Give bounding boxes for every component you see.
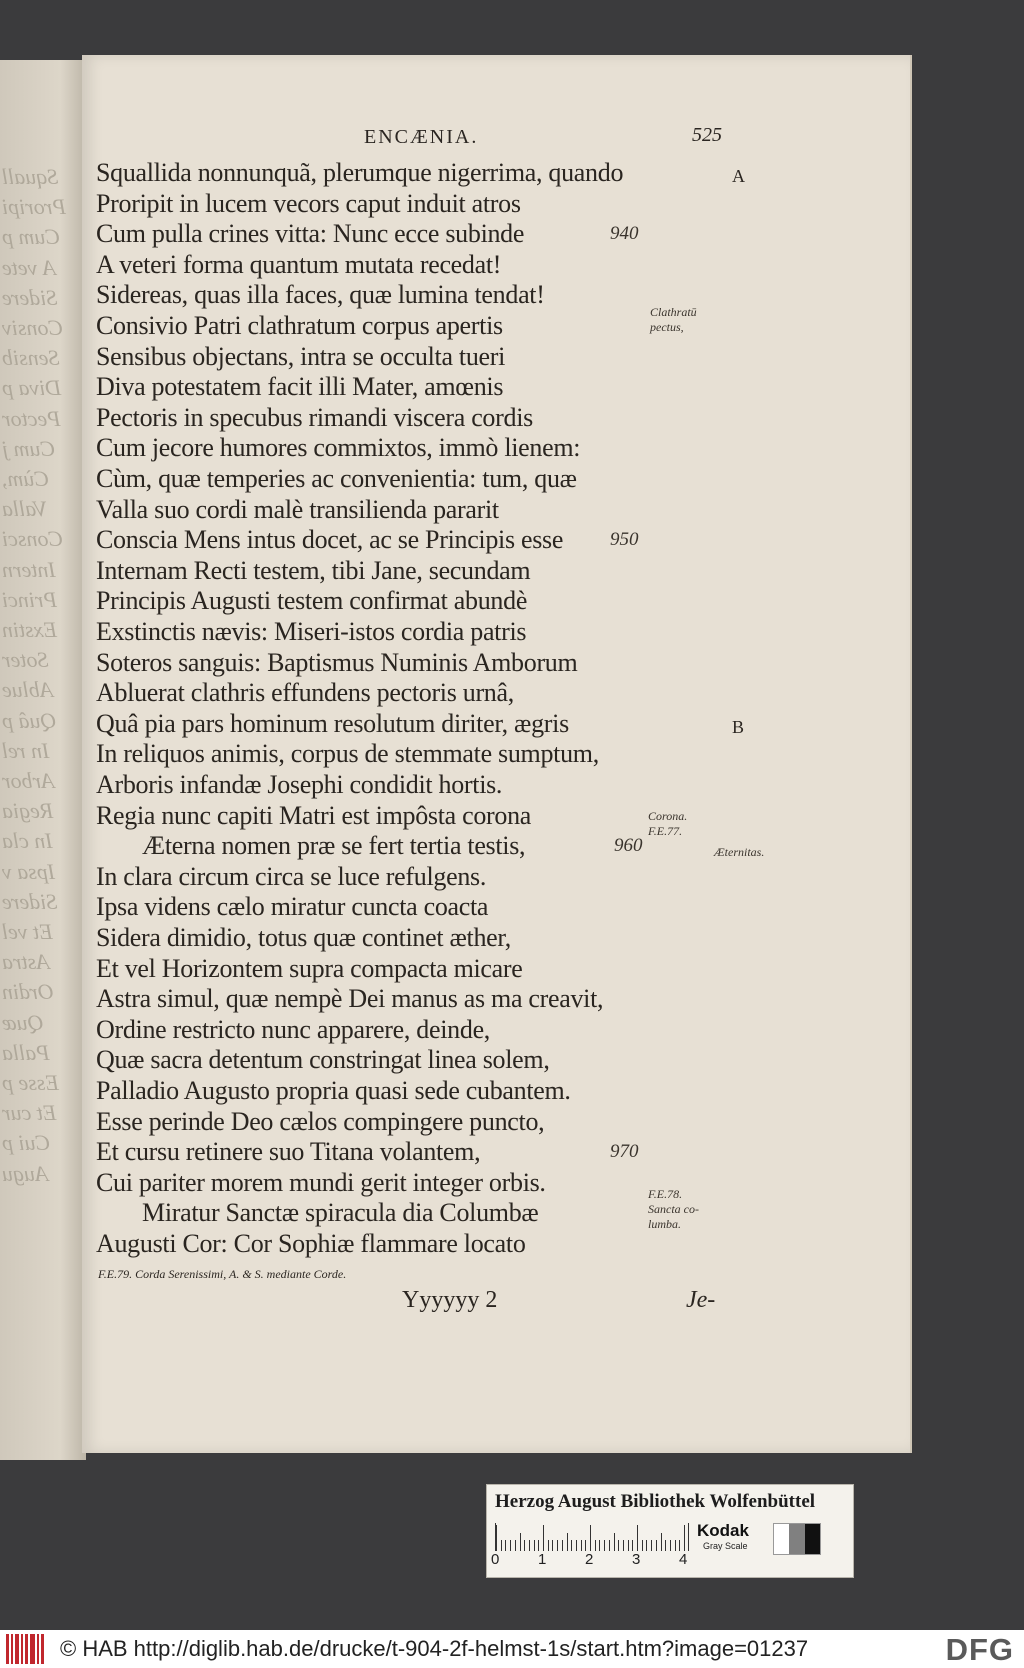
barcode-bar — [30, 1634, 35, 1664]
verse-line: Proripit in lucem vecors caput induit atros — [96, 188, 521, 218]
ruler-tick — [510, 1540, 511, 1551]
verse-line: In clara circum circa se luce refulgens. — [96, 861, 487, 891]
verse-line: Abluerat clathris effundens pectoris urnâ, — [96, 678, 514, 708]
bleed-through-text: Astra — [2, 949, 50, 975]
page-number: 525 — [692, 124, 722, 146]
ruler-tick — [576, 1540, 577, 1551]
verse-line: In reliquos animis, corpus de stemmate sumptum, — [96, 739, 599, 769]
copyright-url[interactable]: © HAB http://diglib.hab.de/drucke/t-904-2f-helmst-1s/start.htm?image=01237 — [60, 1636, 809, 1661]
ruler-tick — [665, 1540, 666, 1551]
gray-patch — [805, 1524, 820, 1554]
verse-line: Cum jecore humores commixtos, immò lienem: — [96, 433, 581, 463]
bleed-through-text: Augu — [2, 1160, 49, 1186]
marginal-note: Clathratū pectus, — [650, 305, 697, 334]
ruler-tick — [505, 1540, 506, 1551]
bleed-through-text: Quâ p — [2, 707, 57, 733]
barcode-bar — [11, 1634, 13, 1664]
verse-line: Astra simul, quæ nempè Dei manus as ma creavit, — [96, 984, 604, 1014]
bleed-through-text: Sensib — [2, 345, 60, 371]
verse-line: Arboris infandæ Josephi condidit hortis. — [96, 770, 503, 799]
verse-line: Æterna nomen præ se fert tertia testis, — [142, 831, 526, 861]
verse-line: Cui pariter morem mundi gerit integer orbis. — [96, 1167, 546, 1197]
verse-line: Sidera dimidio, totus quæ continet æther, — [96, 923, 511, 952]
bleed-through-text: Intern — [2, 556, 56, 582]
bleed-through-text: Ordin — [2, 979, 54, 1005]
verse-line: Quæ sacra detentum constringat linea solem, — [96, 1045, 550, 1075]
verse-line: Conscia Mens intus docet, ac se Principis esse — [96, 525, 564, 555]
gray-scale-patches — [773, 1523, 821, 1555]
bleed-through-text: Ablue — [2, 677, 54, 703]
bleed-through-text: Princi — [2, 586, 57, 612]
ruler-tick — [632, 1540, 633, 1551]
ruler-tick — [524, 1540, 525, 1551]
verse-line: Regia nunc capiti Matri est impôsta corona — [96, 800, 532, 830]
ruler-tick — [670, 1540, 671, 1551]
facing-page-edge — [0, 60, 86, 1460]
ruler-tick — [628, 1540, 629, 1551]
barcode-bar — [21, 1634, 23, 1664]
bleed-through-text: Proripi — [2, 194, 66, 220]
ruler-tick — [585, 1540, 586, 1551]
verse-line: Exstinctis nævis: Miseri-istos cordia patris — [96, 617, 527, 646]
verse-line: Squallida nonnunquã, plerumque nigerrima, quando — [96, 158, 624, 187]
verse-line: Palladio Augusto propria quasi sede cubantem. — [96, 1076, 571, 1105]
ruler-label: 3 — [632, 1551, 641, 1568]
bleed-through-text: Exstin — [2, 617, 57, 642]
ruler-tick — [520, 1533, 521, 1551]
gray-patch — [789, 1524, 804, 1554]
ruler-tick — [623, 1540, 624, 1551]
bleed-through-text: Soter — [2, 647, 49, 673]
barcode-bar — [25, 1634, 28, 1664]
barcode-bar — [6, 1634, 9, 1664]
gray-scale-label: Gray Scale — [703, 1541, 748, 1551]
ruler-tick — [538, 1540, 539, 1551]
line-number: 950 — [610, 529, 639, 551]
ruler-tick — [501, 1540, 502, 1551]
section-letter: B — [732, 716, 745, 737]
verse-line: Valla suo cordi malè transilienda pararit — [96, 494, 499, 524]
ruler-tick — [529, 1540, 530, 1551]
bleed-through-text: Cui p — [2, 1130, 51, 1156]
dfg-logo: DFG — [945, 1632, 1014, 1667]
bleed-through-text: Esse p — [2, 1070, 59, 1095]
ruler-tick — [590, 1525, 591, 1551]
line-number: 960 — [614, 835, 643, 857]
ruler-label: 2 — [585, 1551, 594, 1568]
ruler-tick — [552, 1540, 553, 1551]
ruler-tick — [646, 1540, 647, 1551]
verse-line: Sidereas, quas illa faces, quæ lumina tendat! — [96, 280, 545, 310]
marginal-note: F.E.78. Sancta co- lumba. — [648, 1187, 699, 1231]
barcode-bar — [37, 1634, 39, 1664]
book-page — [82, 55, 912, 1453]
verse-line: Miratur Sanctæ spiracula dia Columbæ — [142, 1198, 539, 1228]
bleed-through-text: Cùm, — [2, 466, 50, 491]
verse-line: Augusti Cor: Cor Sophiæ flammare locato — [96, 1229, 526, 1258]
gray-patch — [774, 1524, 789, 1554]
ruler-tick — [599, 1540, 600, 1551]
bleed-through-text: In cla — [2, 828, 53, 854]
bleed-through-text: Consci — [2, 526, 64, 552]
verse-line: Et cursu retinere suo Titana volantem, — [96, 1137, 481, 1167]
ruler-tick — [675, 1540, 676, 1551]
verse-line: Internam Recti testem, tibi Jane, secundam — [96, 555, 531, 585]
marginal-note: Æternitas. — [714, 845, 765, 859]
ruler-tick — [571, 1540, 572, 1551]
bleed-through-text: Sidere — [2, 888, 58, 914]
line-number: 940 — [610, 223, 639, 245]
verse-line: Pectoris in specubus rimandi viscera cordis — [96, 402, 533, 432]
verse-line: A veteri forma quantum mutata recedat! — [96, 249, 502, 279]
verse-line: Quâ pia pars hominum resolutum diriter, ægris — [96, 708, 569, 738]
verse-line: Esse perinde Deo cælos compingere puncto, — [96, 1106, 545, 1136]
ruler-tick — [543, 1525, 544, 1551]
verse-line: Soteros sanguis: Baptismus Numinis Amborum — [96, 647, 578, 677]
ruler-tick — [614, 1533, 615, 1551]
bleed-through-text: Regia — [2, 798, 54, 824]
bleed-through-text: A vete — [2, 254, 56, 280]
ruler-tick — [656, 1540, 657, 1551]
ruler-tick — [604, 1540, 605, 1551]
bleed-through-text: Sidere — [2, 284, 58, 310]
ruler-label: 4 — [679, 1551, 688, 1568]
ruler-tick — [684, 1525, 685, 1551]
verse-line: Diva potestatem facit illi Mater, amœnis — [96, 372, 504, 402]
ruler-tick — [618, 1540, 619, 1551]
line-number: 970 — [610, 1141, 639, 1163]
marginal-note: Corona. F.E.77. — [648, 809, 688, 838]
ruler-tick — [661, 1533, 662, 1551]
section-letter: A — [732, 166, 745, 186]
verse-line: Principis Augusti testem confirmat abundè — [96, 586, 528, 616]
ruler-tick — [534, 1540, 535, 1551]
footnote: F.E.79. Corda Serenissimi, A. & S. mediante Corde. — [98, 1267, 347, 1281]
signature-mark: Yyyyyy 2 — [402, 1287, 498, 1313]
bleed-through-text: Squall — [2, 164, 59, 189]
ruler-tick — [557, 1540, 558, 1551]
verse-line: Ipsa videns cælo miratur cuncta coacta — [96, 892, 489, 922]
ruler-tick — [562, 1540, 563, 1551]
kodak-logo: Kodak — [697, 1521, 749, 1540]
verse-line: Cum pulla crines vitta: Nunc ecce subinde — [96, 219, 525, 249]
verse-line: Consivio Patri clathratum corpus apertis — [96, 311, 503, 340]
ruler-tick — [609, 1540, 610, 1551]
ruler-tick — [651, 1540, 652, 1551]
bleed-through-text: In rel — [2, 737, 50, 763]
bleed-through-text: Cum j — [2, 435, 56, 461]
library-name: Herzog August Bibliothek Wolfenbüttel — [495, 1491, 816, 1512]
ruler-tick — [515, 1540, 516, 1551]
ruler-tick — [581, 1540, 582, 1551]
bleed-through-text: Et cur — [2, 1100, 57, 1126]
barcode-bar — [15, 1634, 19, 1664]
ruler-tick — [679, 1540, 680, 1551]
verse-line: Et vel Horizontem supra compacta micare — [96, 953, 523, 983]
verse-line: Ordine restricto nunc apparere, deinde, — [96, 1014, 491, 1044]
ruler-tick — [637, 1525, 638, 1551]
running-head: ENCÆNIA. — [364, 126, 479, 148]
ruler-tick — [595, 1540, 596, 1551]
ruler-tick — [567, 1533, 568, 1551]
catchword: Je- — [686, 1287, 716, 1313]
scale-ruler — [495, 1523, 689, 1551]
ruler-tick — [642, 1540, 643, 1551]
bleed-through-text: Diva p — [2, 375, 62, 401]
ruler-label: 1 — [538, 1551, 547, 1568]
color-reference-card — [486, 1484, 854, 1578]
bleed-through-text: Quæ — [2, 1009, 44, 1035]
bleed-through-text: Consiv — [2, 315, 64, 340]
hab-barcode-icon — [6, 1634, 52, 1664]
footer-bar — [0, 1630, 1024, 1668]
bleed-through-text: Ipsa v — [2, 858, 56, 884]
bleed-through-text: Valla — [2, 496, 48, 522]
ruler-label: 0 — [491, 1551, 500, 1568]
bleed-through-text: Arbor — [2, 768, 55, 793]
verse-line: Sensibus objectans, intra se occulta tueri — [96, 341, 506, 371]
bleed-through-text: Cum p — [2, 224, 61, 250]
verse-line: Cùm, quæ temperies ac convenientia: tum, quæ — [96, 464, 577, 493]
ruler-tick — [496, 1525, 497, 1551]
bleed-through-text: Et vel — [2, 919, 53, 944]
bleed-through-text: Pector — [2, 405, 61, 431]
barcode-bar — [41, 1634, 44, 1664]
ruler-tick — [548, 1540, 549, 1551]
bleed-through-text: Palla — [2, 1039, 50, 1065]
